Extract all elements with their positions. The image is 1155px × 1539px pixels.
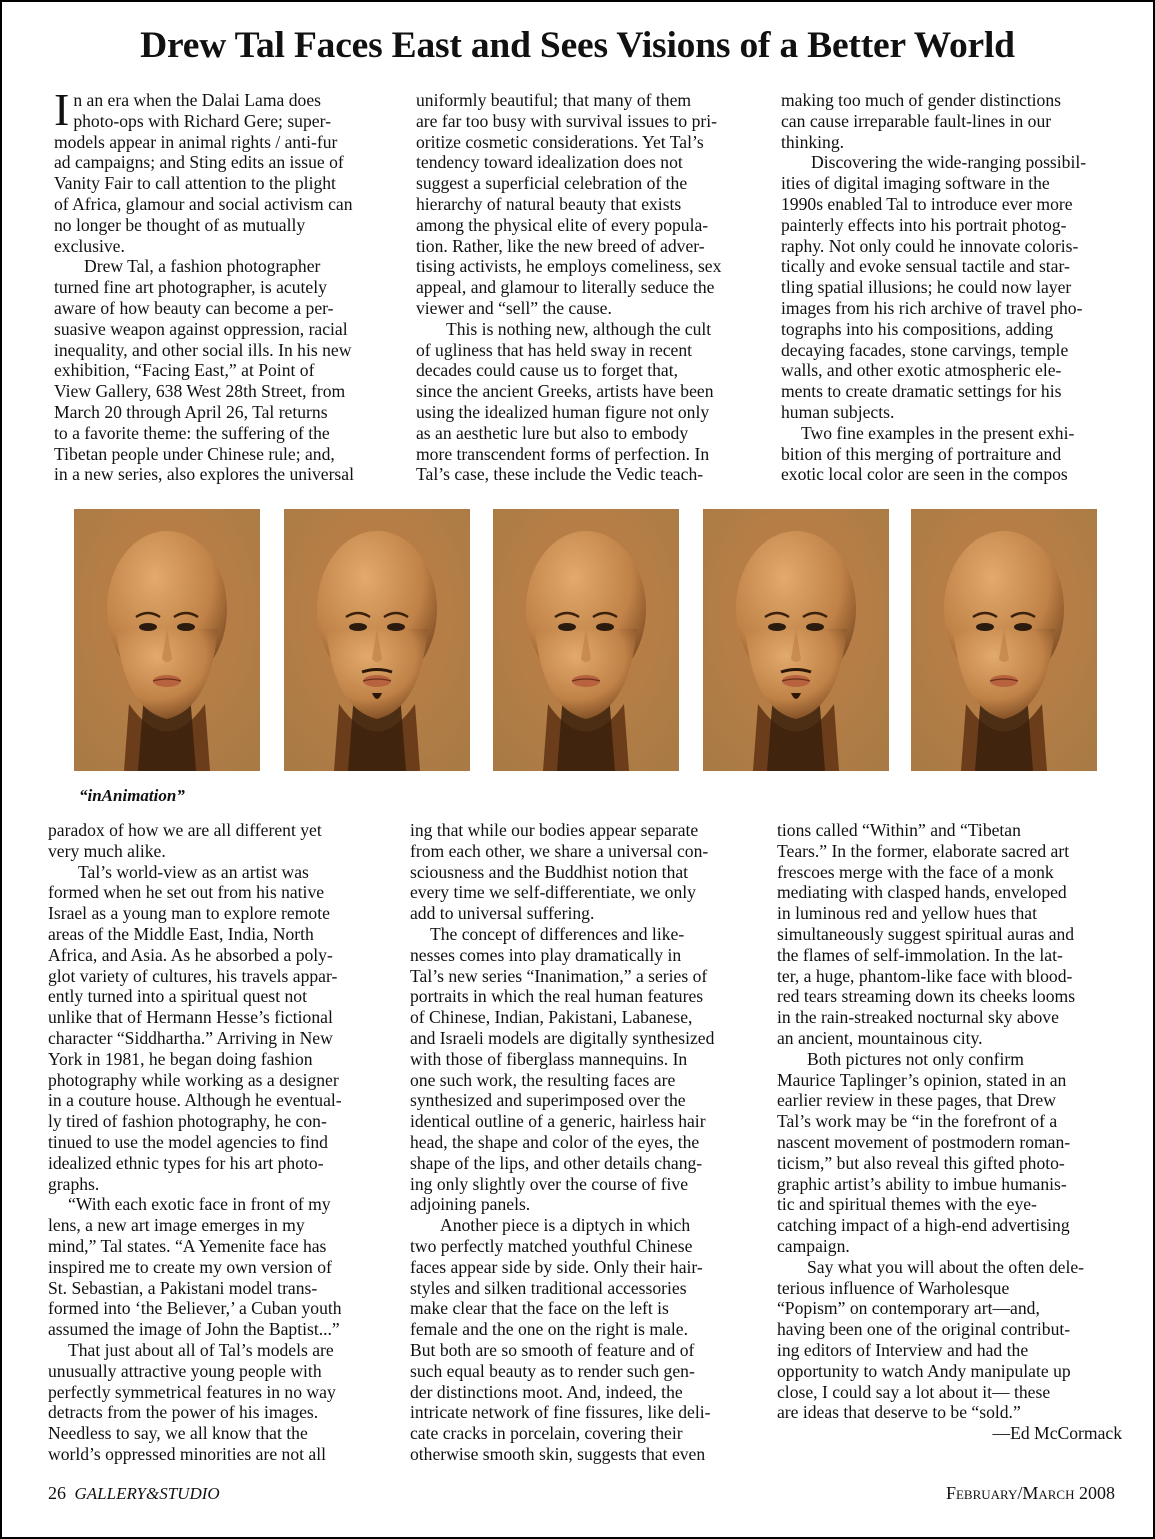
text-line: uniformly beautiful; that many of them [416, 90, 692, 110]
text-line: of Africa, glamour and social activism can [54, 193, 353, 214]
text-line: tendency toward idealization does not [416, 152, 683, 173]
article-column-top-3 [781, 90, 1120, 485]
text-line: walls, and other exotic atmospheric ele- [781, 360, 1062, 381]
text-line: ing only slightly over the course of five [410, 1173, 689, 1194]
text-line: no longer be thought of as mutually [54, 214, 306, 235]
portrait-image [284, 509, 470, 771]
text-line: and Israeli models are digitally synthesized [410, 1027, 715, 1048]
text-line: ities of digital imaging software in the [781, 173, 1050, 194]
text-line: otherwise smooth skin, suggests that even [410, 1443, 706, 1464]
text-line: March 20 through April 26, Tal returns [54, 401, 328, 422]
text-line: turned fine art photographer, is acutely [54, 277, 327, 298]
text-line: glot variety of cultures, his travels appar- [48, 965, 338, 986]
text-line: making too much of gender distinctions [781, 90, 1061, 110]
text-line: models appear in animal rights / anti-fur [54, 131, 338, 152]
text-line: one such work, the resulting faces are [410, 1069, 676, 1090]
text-line: catching impact of a high-end advertising [777, 1215, 1070, 1236]
author-signature: —Ed McCormack [992, 1423, 1122, 1444]
text-line: frescoes merge with the face of a monk [777, 861, 1054, 882]
text-line: painterly effects into his portrait photog- [781, 214, 1067, 235]
text-line: sciousness and the Buddhist notion that [410, 861, 689, 882]
text-line: That just about all of Tal’s models are [68, 1339, 334, 1360]
text-line: red tears streaming down its cheeks looms [777, 986, 1076, 1007]
text-line: viewer and “sell” the cause. [416, 297, 612, 318]
text-line: in the rain-streaked nocturnal sky above [777, 1007, 1059, 1028]
text-line: character “Siddhartha.” Arriving in New [48, 1027, 333, 1048]
publication-name: GALLERY&STUDIO [74, 1484, 220, 1503]
text-line: Another piece is a diptych in which [440, 1215, 691, 1236]
text-line: with those of fiberglass mannequins. In [410, 1048, 688, 1069]
text-line: exhibition, “Facing East,” at Point of [54, 360, 315, 381]
text-line: aware of how beauty can become a per- [54, 297, 334, 318]
portrait-image [911, 509, 1097, 771]
text-line: tic and spiritual themes with the eye- [777, 1194, 1037, 1215]
text-line: tographs into his compositions, adding [781, 318, 1054, 339]
text-line: opportunity to watch Andy manipulate up [777, 1360, 1071, 1381]
text-line: using the idealized human figure not only [416, 401, 710, 422]
article-column-bottom-2 [410, 820, 758, 1465]
text-line: portraits in which the real human features [410, 986, 704, 1007]
text-line: female and the one on the right is male. [410, 1319, 688, 1340]
text-line: from each other, we share a universal con- [410, 840, 709, 861]
text-line: among the physical elite of every popula- [416, 214, 709, 235]
text-line: Tal’s world-view as an artist was [78, 861, 309, 882]
text-line: The concept of differences and like- [430, 923, 685, 944]
text-line: ently turned into a spiritual quest not [48, 986, 307, 1007]
text-line: more transcendent forms of perfection. In [416, 443, 710, 464]
text-line: unlike that of Hermann Hesse’s fictional [48, 1007, 333, 1028]
text-line: formed into ‘the Believer,’ a Cuban youth [48, 1298, 342, 1319]
text-line: very much alike. [48, 840, 166, 861]
text-line: Israel as a young man to explore remote [48, 903, 330, 924]
text-line: faces appear side by side. Only their hair- [410, 1256, 703, 1277]
text-line: graphic artist’s ability to imbue humanis- [777, 1173, 1067, 1194]
article-column-top-1 [54, 84, 394, 485]
text-line: in a new series, also explores the universal [54, 464, 354, 485]
text-line: campaign. [777, 1235, 850, 1256]
text-line: ly tired of fashion photography, he con- [48, 1111, 327, 1132]
text-line: But both are so smooth of feature and of [410, 1339, 695, 1360]
text-line: identical outline of a generic, hairless hair [410, 1111, 706, 1132]
text-line: n an era when the Dalai Lama does [73, 90, 321, 110]
text-line: suasive weapon against oppression, racial [54, 318, 348, 339]
text-line: Tal’s case, these include the Vedic teach- [416, 464, 704, 485]
text-line: ad campaigns; and Sting edits an issue of [54, 152, 344, 173]
text-line: as an aesthetic lure but also to embody [416, 422, 689, 443]
portrait-panel-3 [493, 509, 679, 771]
text-line: This is nothing new, although the cult [446, 318, 712, 339]
text-line: oritize cosmetic considerations. Yet Tal’s [416, 131, 704, 152]
text-line: Discovering the wide-ranging possibil- [811, 152, 1087, 173]
page-number: 26 [48, 1483, 66, 1503]
text-line: Vanity Fair to call attention to the plight [54, 173, 336, 194]
text-line: nesses comes into play dramatically in [410, 944, 682, 965]
text-line: Tal’s work may be “in the forefront of a [777, 1111, 1058, 1132]
text-line: graphs. [48, 1173, 100, 1194]
text-line: “Popism” on contemporary art—and, [777, 1298, 1040, 1319]
text-line: close, I could say a lot about it— these [777, 1381, 1051, 1402]
photo-caption: “inAnimation” [79, 786, 185, 805]
text-line: St. Sebastian, a Pakistani model trans- [48, 1277, 318, 1298]
text-line: an ancient, mountainous city. [777, 1027, 983, 1048]
text-line: in a couture house. Although he eventual- [48, 1090, 342, 1111]
text-line: since the ancient Greeks, artists have been [416, 381, 714, 402]
article-column-bottom-3 [777, 820, 1122, 1444]
text-line: mind,” Tal states. “A Yemenite face has [48, 1235, 327, 1256]
text-line: paradox of how we are all different yet [48, 820, 322, 840]
text-line: tling spatial illusions; he could now layer [781, 277, 1072, 298]
text-line: lens, a new art image emerges in my [48, 1215, 305, 1236]
portrait-panel-4 [703, 509, 889, 771]
text-line: mediating with clasped hands, enveloped [777, 882, 1067, 903]
text-line: inspired me to create my own version of [48, 1256, 332, 1277]
text-line: every time we self-differentiate, we only [410, 882, 696, 903]
text-line: York in 1981, he began doing fashion [48, 1048, 313, 1069]
text-line: bition of this merging of portraiture and [781, 443, 1062, 464]
text-line: ing editors of Interview and had the [777, 1339, 1029, 1360]
text-line: cate cracks in porcelain, covering their [410, 1423, 683, 1444]
text-line: decaying facades, stone carvings, temple [781, 339, 1069, 360]
text-line: adjoining panels. [410, 1194, 531, 1215]
text-line: tically and evoke sensual tactile and star- [781, 256, 1070, 277]
portrait-panel-5 [911, 509, 1097, 771]
text-line: shape of the lips, and other details chang- [410, 1152, 703, 1173]
text-line: photo-ops with Richard Gere; super- [73, 110, 331, 131]
text-line: View Gallery, 638 West 28th Street, from [54, 381, 346, 402]
text-line: in luminous red and yellow hues that [777, 903, 1037, 924]
text-line: Drew Tal, a fashion photographer [84, 256, 321, 277]
text-line: terious influence of Warholesque [777, 1277, 1010, 1298]
text-line: head, the shape and color of the eyes, the [410, 1131, 700, 1152]
text-line: ticism,” but also reveal this gifted photo- [777, 1152, 1065, 1173]
text-line: can cause irreparable fault-lines in our [781, 110, 1052, 131]
portrait-image [74, 509, 260, 771]
text-line: are ideas that deserve to be “sold.” [777, 1402, 1021, 1423]
text-line: photography while working as a designer [48, 1069, 339, 1090]
text-line: appeal, and glamour to literally seduce the [416, 277, 715, 298]
text-line: such equal beauty as to render such gen- [410, 1360, 695, 1381]
text-line: assumed the image of John the Baptist...” [48, 1319, 340, 1340]
text-line: exotic local color are seen in the compos [781, 464, 1068, 485]
text-line: exclusive. [54, 235, 125, 256]
text-line: tinued to use the model agencies to find [48, 1131, 328, 1152]
portrait-panel-2 [284, 509, 470, 771]
text-line: raphy. Not only could he innovate coloris- [781, 235, 1079, 256]
text-line: formed when he set out from his native [48, 882, 325, 903]
text-line: of Chinese, Indian, Pakistani, Labanese, [410, 1007, 693, 1028]
text-line: 1990s enabled Tal to introduce ever more [781, 193, 1073, 214]
text-line: having been one of the original contribut- [777, 1319, 1071, 1340]
portrait-panel-1 [74, 509, 260, 771]
text-line: human subjects. [781, 401, 895, 422]
text-line: simultaneously suggest spiritual auras and [777, 923, 1075, 944]
article-column-bottom-1 [48, 820, 388, 1465]
text-line: styles and silken traditional accessories [410, 1277, 687, 1298]
text-line: thinking. [781, 131, 845, 152]
text-line: Two fine examples in the present exhi- [801, 422, 1075, 443]
text-line: perfectly symmetrical features in no way [48, 1381, 336, 1402]
portrait-image [493, 509, 679, 771]
text-line: ter, a huge, phantom-like face with blood- [777, 965, 1073, 986]
text-line: suggest a superficial celebration of the [416, 173, 688, 194]
text-line: inequality, and other social ills. In his new [54, 339, 352, 360]
text-line: two perfectly matched youthful Chinese [410, 1235, 693, 1256]
text-line: synthesized and superimposed over the [410, 1090, 686, 1111]
text-line: tions called “Within” and “Tibetan [777, 820, 1021, 840]
text-line: areas of the Middle East, India, North [48, 923, 314, 944]
text-line: Tears.” In the former, elaborate sacred art [777, 840, 1070, 861]
text-line: ments to create dramatic settings for his [781, 381, 1062, 402]
text-line: tion. Rather, like the new breed of adver- [416, 235, 705, 256]
text-line: idealized ethnic types for his art photo- [48, 1152, 324, 1173]
text-line: world’s oppressed minorities are not all [48, 1443, 327, 1464]
text-line: Say what you will about the often dele- [807, 1256, 1085, 1277]
text-line: Maurice Taplinger’s opinion, stated in an [777, 1069, 1067, 1090]
footer-left [48, 1483, 220, 1504]
text-line: Tal’s new series “Inanimation,” a series of [410, 965, 708, 986]
text-line: of ugliness that has held sway in recent [416, 339, 693, 360]
text-line: Needless to say, we all know that the [48, 1423, 308, 1444]
text-line: tising activists, he employs comeliness, sex [416, 256, 722, 277]
text-line: detracts from the power of his images. [48, 1402, 319, 1423]
text-line: Africa, and Asia. As he absorbed a poly- [48, 944, 333, 965]
text-line: decades could cause us to forget that, [416, 360, 679, 381]
headline: Drew Tal Faces East and Sees Visions of a Better World [140, 25, 1015, 66]
text-line: add to universal suffering. [410, 903, 595, 924]
text-line: hierarchy of natural beauty that exists [416, 193, 682, 214]
text-line: der distinctions moot. And, indeed, the [410, 1381, 683, 1402]
text-line: to a favorite theme: the suffering of the [54, 422, 330, 443]
text-line: nascent movement of postmodern roman- [777, 1131, 1071, 1152]
article-column-top-2 [416, 90, 761, 485]
text-line: unusually attractive young people with [48, 1360, 322, 1381]
text-line: “With each exotic face in front of my [68, 1194, 331, 1215]
portrait-image [703, 509, 889, 771]
text-line: the flames of self-immolation. In the lat- [777, 944, 1063, 965]
text-line: ing that while our bodies appear separate [410, 820, 699, 840]
text-line: make clear that the face on the left is [410, 1298, 669, 1319]
drop-cap: I [54, 84, 70, 135]
text-line: images from his rich archive of travel pho- [781, 297, 1083, 318]
text-line: Tibetan people under Chinese rule; and, [54, 443, 335, 464]
text-line: Both pictures not only confirm [807, 1048, 1024, 1069]
text-line: are far too busy with survival issues to pri- [416, 110, 717, 131]
issue-date: February/March 2008 [945, 1483, 1115, 1503]
text-line: intricate network of fine fissures, like deli- [410, 1402, 711, 1423]
text-line: earlier review in these pages, that Drew [777, 1090, 1056, 1111]
